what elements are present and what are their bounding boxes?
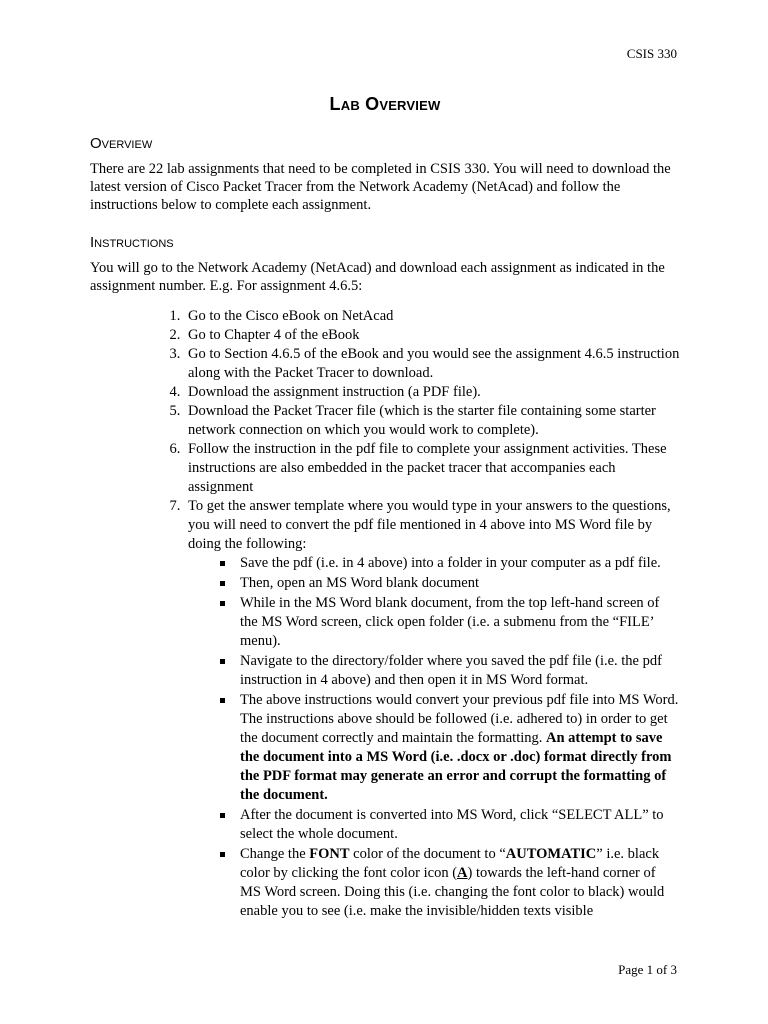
step-7-text: To get the answer template where you would type in your answers to the questions, you will need to convert the pdf file mentioned in 4 above into MS Word file by doing the following: bbox=[188, 498, 671, 552]
document-title: Lab Overview bbox=[329, 94, 441, 114]
step-item-7 bbox=[184, 497, 680, 921]
sub-step-item: After the document is converted into MS Word, click “SELECT ALL” to select the whole document. bbox=[214, 806, 680, 844]
automatic-keyword: AUTOMATIC bbox=[505, 846, 597, 862]
instructions-intro: You will go to the Network Academy (NetAcad) and download each assignment as indicated in the assignment number. E.g. For assignment 4.6.5: bbox=[90, 260, 665, 294]
step-item: 3. Go to Section 4.6.5 of the eBook and you would see the assignment 4.6.5 instruction along with the Packet Tracer to download. bbox=[184, 345, 680, 383]
document-body bbox=[90, 94, 680, 922]
instructions-heading: Instructions bbox=[90, 234, 174, 251]
sub-step-text: ” i.e. black color by clicking the font color icon ( bbox=[240, 846, 660, 881]
instruction-steps bbox=[90, 307, 680, 921]
font-color-icon-glyph: A bbox=[457, 865, 468, 881]
sub-step-text: color of the document to “ bbox=[349, 846, 506, 862]
sub-step-text: Change the bbox=[240, 846, 310, 862]
step-item: 4. Download the assignment instruction (a PDF file). bbox=[184, 383, 680, 402]
step-item: 5. Download the Packet Tracer file (which is the starter file containing some starter network connection on which you would work to complete). bbox=[184, 402, 680, 440]
sub-step-item bbox=[214, 691, 680, 805]
overview-paragraph: There are 22 lab assignments that need to be completed in CSIS 330. You will need to download the latest version of Cisco Packet Tracer from the Network Academy (NetAcad) and follow the instructions below to complete each assignment. bbox=[90, 161, 671, 213]
sub-step-item: Then, open an MS Word blank document bbox=[214, 574, 680, 593]
step-item: 1. Go to the Cisco eBook on NetAcad bbox=[184, 307, 680, 326]
step-item: 6. Follow the instruction in the pdf file to complete your assignment activities. These instructions are also embedded in the packet tracer that accompanies each assignment bbox=[184, 440, 680, 497]
page-header-course: CSIS 330 bbox=[626, 46, 677, 61]
step-item: 2. Go to Chapter 4 of the eBook bbox=[184, 326, 680, 345]
font-keyword: FONT bbox=[309, 846, 350, 862]
sub-step-item: While in the MS Word blank document, from the top left-hand screen of the MS Word screen, click open folder (i.e. a submenu from the “FILE’ menu). bbox=[214, 594, 680, 651]
sub-steps bbox=[188, 554, 680, 921]
sub-step-item: Navigate to the directory/folder where you saved the pdf file (i.e. the pdf instruction in 4 above) and then open it in MS Word format. bbox=[214, 652, 680, 690]
overview-heading: Overview bbox=[90, 135, 153, 152]
sub-step-text: ) towards the left-hand corner of MS Word screen. Doing this (i.e. changing the font color to black) would enable you to see (i.e. make the invisible/hidden texts visible bbox=[240, 865, 665, 919]
sub-step-text: The above instructions would convert your previous pdf file into MS Word. The instructions above should be followed (i.e. adhered to) in order to get the document correctly and maintain the formatting. bbox=[240, 692, 679, 746]
sub-step-item: Save the pdf (i.e. in 4 above) into a folder in your computer as a pdf file. bbox=[214, 554, 680, 573]
page-footer-number: Page 1 of 3 bbox=[618, 962, 677, 977]
sub-step-item bbox=[214, 845, 680, 921]
warning-text: An attempt to save the document into a MS Word (i.e. .docx or .doc) format directly from the PDF format may generate an error and corrupt the formatting of the document. bbox=[240, 730, 672, 803]
